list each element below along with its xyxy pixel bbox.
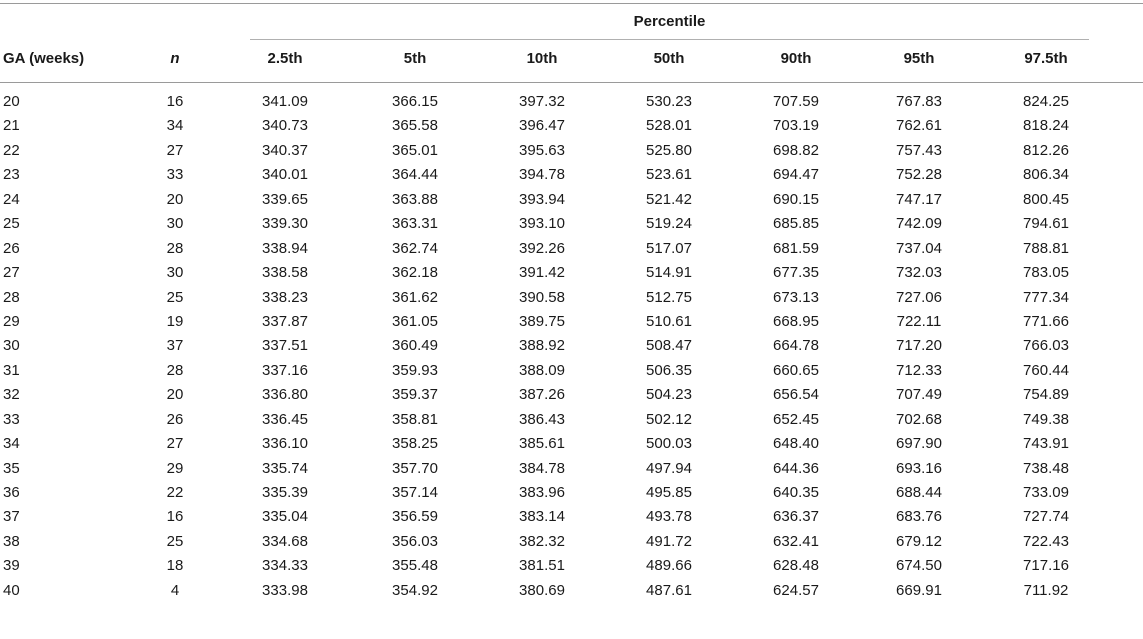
cell-p95: 679.12	[896, 532, 942, 550]
table-row	[0, 432, 1143, 456]
cell-ga: 40	[3, 581, 20, 599]
cell-p2-5: 337.87	[262, 312, 308, 330]
cell-p10: 385.61	[519, 435, 565, 453]
cell-p97-5: 800.45	[1023, 190, 1069, 208]
cell-p50: 521.42	[646, 190, 692, 208]
cell-n: 27	[166, 141, 184, 159]
cell-p2-5: 336.45	[262, 410, 308, 428]
cell-n: 27	[166, 435, 184, 453]
cell-ga: 35	[3, 459, 20, 477]
cell-p2-5: 339.30	[262, 215, 308, 233]
cell-p97-5: 794.61	[1023, 215, 1069, 233]
cell-p95: 737.04	[896, 239, 942, 257]
cell-p5: 366.15	[392, 93, 438, 110]
cell-p10: 395.63	[519, 141, 565, 159]
cell-p50: 491.72	[646, 532, 692, 550]
cell-ga: 23	[3, 166, 20, 184]
cell-p5: 358.81	[392, 410, 438, 428]
cell-n: 4	[170, 581, 180, 599]
cell-n: 16	[166, 93, 184, 110]
table-row	[0, 530, 1143, 554]
cell-p90: 681.59	[773, 239, 819, 257]
cell-n: 22	[166, 484, 184, 501]
cell-p95: 707.49	[896, 386, 942, 404]
cell-p50: 504.23	[646, 386, 692, 404]
cell-p5: 358.25	[392, 435, 438, 453]
cell-p5: 359.93	[392, 361, 438, 379]
cell-ga: 21	[3, 117, 20, 135]
table-row	[0, 163, 1143, 187]
cell-ga: 27	[3, 264, 20, 282]
cell-p50: 487.61	[646, 581, 692, 599]
cell-ga: 24	[3, 190, 20, 208]
cell-p50: 489.66	[646, 557, 692, 575]
cell-p95: 717.20	[896, 337, 942, 355]
header-p90: 90th	[780, 50, 812, 67]
cell-p5: 357.70	[392, 459, 438, 477]
table-row	[0, 114, 1143, 138]
cell-p50: 497.94	[646, 459, 692, 477]
cell-p5: 360.49	[392, 337, 438, 355]
table-top-rule	[0, 3, 1143, 4]
cell-ga: 36	[3, 484, 20, 501]
cell-p5: 363.88	[392, 190, 438, 208]
cell-p2-5: 334.68	[262, 532, 308, 550]
cell-p5: 354.92	[392, 581, 438, 599]
cell-p50: 500.03	[646, 435, 692, 453]
cell-p5: 365.01	[392, 141, 438, 159]
header-bottom-rule	[0, 82, 1143, 83]
cell-p95: 702.68	[896, 410, 942, 428]
cell-p90: 632.41	[773, 532, 819, 550]
cell-p2-5: 334.33	[262, 557, 308, 575]
cell-n: 20	[166, 190, 184, 208]
cell-p5: 363.31	[392, 215, 438, 233]
cell-p2-5: 340.01	[262, 166, 308, 184]
table-row	[0, 90, 1143, 114]
cell-ga: 28	[3, 288, 20, 306]
cell-p97-5: 717.16	[1023, 557, 1069, 575]
cell-n: 26	[166, 410, 184, 428]
cell-p2-5: 338.23	[262, 288, 308, 306]
cell-p90: 673.13	[773, 288, 819, 306]
cell-n: 25	[166, 532, 184, 550]
table-body	[0, 90, 1143, 603]
cell-p50: 525.80	[646, 141, 692, 159]
cell-n: 37	[166, 337, 184, 355]
cell-p10: 393.94	[519, 190, 565, 208]
cell-p10: 388.09	[519, 361, 565, 379]
cell-p50: 495.85	[646, 484, 692, 501]
cell-p10: 396.47	[519, 117, 565, 135]
cell-n: 30	[166, 264, 184, 282]
cell-p2-5: 339.65	[262, 190, 308, 208]
cell-p50: 523.61	[646, 166, 692, 184]
cell-p2-5: 337.16	[262, 361, 308, 379]
cell-p5: 364.44	[392, 166, 438, 184]
cell-p5: 362.74	[392, 239, 438, 257]
cell-p97-5: 788.81	[1023, 239, 1069, 257]
cell-p90: 703.19	[773, 117, 819, 135]
percentile-spanner-header: Percentile	[633, 13, 706, 30]
header-p50: 50th	[653, 50, 685, 67]
cell-p10: 389.75	[519, 312, 565, 330]
cell-p97-5: 749.38	[1023, 410, 1069, 428]
cell-p10: 392.26	[519, 239, 565, 257]
cell-ga: 22	[3, 141, 20, 159]
cell-p10: 386.43	[519, 410, 565, 428]
table-row	[0, 334, 1143, 358]
cell-p50: 508.47	[646, 337, 692, 355]
cell-p97-5: 727.74	[1023, 508, 1069, 526]
cell-p90: 685.85	[773, 215, 819, 233]
cell-p2-5: 341.09	[262, 93, 308, 110]
cell-p2-5: 335.39	[262, 484, 308, 501]
cell-p90: 640.35	[773, 484, 819, 501]
cell-ga: 34	[3, 435, 20, 453]
cell-p50: 502.12	[646, 410, 692, 428]
cell-p90: 644.36	[773, 459, 819, 477]
cell-p10: 384.78	[519, 459, 565, 477]
cell-p10: 381.51	[519, 557, 565, 575]
cell-p95: 669.91	[896, 581, 942, 599]
cell-p2-5: 338.58	[262, 264, 308, 282]
table-row	[0, 310, 1143, 334]
cell-p10: 393.10	[519, 215, 565, 233]
cell-p95: 742.09	[896, 215, 942, 233]
table-row	[0, 383, 1143, 407]
cell-p50: 506.35	[646, 361, 692, 379]
cell-p90: 648.40	[773, 435, 819, 453]
cell-p10: 397.32	[519, 93, 565, 110]
table-row	[0, 286, 1143, 310]
cell-p10: 382.32	[519, 532, 565, 550]
table-row	[0, 139, 1143, 163]
cell-p2-5: 340.37	[262, 141, 308, 159]
cell-p95: 752.28	[896, 166, 942, 184]
table-row	[0, 481, 1143, 505]
cell-p90: 624.57	[773, 581, 819, 599]
table-row	[0, 212, 1143, 236]
cell-p5: 361.05	[392, 312, 438, 330]
cell-p90: 694.47	[773, 166, 819, 184]
table-row	[0, 408, 1143, 432]
cell-n: 20	[166, 386, 184, 404]
cell-p95: 693.16	[896, 459, 942, 477]
table-row	[0, 505, 1143, 529]
cell-n: 28	[166, 239, 184, 257]
cell-ga: 25	[3, 215, 20, 233]
cell-n: 18	[166, 557, 184, 575]
cell-p97-5: 738.48	[1023, 459, 1069, 477]
cell-n: 16	[166, 508, 184, 526]
cell-ga: 37	[3, 508, 20, 526]
cell-p2-5: 336.10	[262, 435, 308, 453]
cell-ga: 39	[3, 557, 20, 575]
cell-p2-5: 340.73	[262, 117, 308, 135]
cell-p97-5: 818.24	[1023, 117, 1069, 135]
cell-p95: 747.17	[896, 190, 942, 208]
cell-p5: 362.18	[392, 264, 438, 282]
cell-p50: 519.24	[646, 215, 692, 233]
cell-n: 34	[166, 117, 184, 135]
table-row	[0, 457, 1143, 481]
cell-p10: 383.96	[519, 484, 565, 501]
cell-p50: 530.23	[646, 93, 692, 110]
cell-p2-5: 337.51	[262, 337, 308, 355]
cell-p2-5: 338.94	[262, 239, 308, 257]
table-row	[0, 554, 1143, 578]
cell-p5: 355.48	[392, 557, 438, 575]
cell-p95: 757.43	[896, 141, 942, 159]
cell-p95: 762.61	[896, 117, 942, 135]
cell-p90: 652.45	[773, 410, 819, 428]
cell-p10: 390.58	[519, 288, 565, 306]
cell-ga: 31	[3, 361, 20, 379]
header-p97-5: 97.5th	[1024, 50, 1068, 67]
cell-p97-5: 754.89	[1023, 386, 1069, 404]
cell-ga: 30	[3, 337, 20, 355]
cell-p90: 628.48	[773, 557, 819, 575]
cell-p97-5: 722.43	[1023, 532, 1069, 550]
percentile-spanner-rule	[250, 39, 1089, 40]
cell-p2-5: 335.74	[262, 459, 308, 477]
cell-p97-5: 743.91	[1023, 435, 1069, 453]
cell-p2-5: 333.98	[262, 581, 308, 599]
cell-p97-5: 783.05	[1023, 264, 1069, 282]
cell-p95: 674.50	[896, 557, 942, 575]
cell-p90: 636.37	[773, 508, 819, 526]
cell-p50: 493.78	[646, 508, 692, 526]
cell-p97-5: 771.66	[1023, 312, 1069, 330]
cell-p5: 365.58	[392, 117, 438, 135]
table-row	[0, 359, 1143, 383]
cell-p5: 357.14	[392, 484, 438, 501]
cell-p90: 707.59	[773, 93, 819, 110]
cell-p95: 722.11	[896, 312, 942, 330]
cell-p90: 660.65	[773, 361, 819, 379]
cell-p50: 517.07	[646, 239, 692, 257]
cell-p97-5: 806.34	[1023, 166, 1069, 184]
header-ga-weeks: GA (weeks)	[3, 50, 85, 67]
cell-p97-5: 812.26	[1023, 141, 1069, 159]
header-p95: 95th	[903, 50, 935, 67]
cell-p90: 656.54	[773, 386, 819, 404]
cell-p50: 512.75	[646, 288, 692, 306]
cell-p97-5: 711.92	[1023, 581, 1069, 599]
header-p5: 5th	[403, 50, 427, 67]
cell-p95: 727.06	[896, 288, 942, 306]
cell-ga: 26	[3, 239, 20, 257]
cell-p50: 528.01	[646, 117, 692, 135]
cell-p97-5: 766.03	[1023, 337, 1069, 355]
cell-p10: 383.14	[519, 508, 565, 526]
cell-n: 30	[166, 215, 184, 233]
header-p10: 10th	[526, 50, 558, 67]
cell-p2-5: 336.80	[262, 386, 308, 404]
cell-n: 19	[166, 312, 184, 330]
cell-p90: 698.82	[773, 141, 819, 159]
header-n: n	[170, 50, 180, 67]
cell-p97-5: 760.44	[1023, 361, 1069, 379]
header-p2-5: 2.5th	[267, 50, 303, 67]
cell-p90: 664.78	[773, 337, 819, 355]
cell-p97-5: 777.34	[1023, 288, 1069, 306]
cell-p2-5: 335.04	[262, 508, 308, 526]
cell-n: 25	[166, 288, 184, 306]
cell-p5: 356.03	[392, 532, 438, 550]
cell-p95: 767.83	[896, 93, 942, 110]
cell-ga: 20	[3, 93, 20, 110]
cell-p95: 712.33	[896, 361, 942, 379]
cell-p95: 683.76	[896, 508, 942, 526]
cell-n: 29	[166, 459, 184, 477]
cell-p10: 387.26	[519, 386, 565, 404]
cell-p95: 697.90	[896, 435, 942, 453]
cell-p95: 732.03	[896, 264, 942, 282]
cell-p90: 690.15	[773, 190, 819, 208]
cell-ga: 29	[3, 312, 20, 330]
cell-p97-5: 824.25	[1023, 93, 1069, 110]
cell-p5: 356.59	[392, 508, 438, 526]
cell-ga: 33	[3, 410, 20, 428]
cell-ga: 38	[3, 532, 20, 550]
table-row	[0, 237, 1143, 261]
table-row	[0, 261, 1143, 285]
cell-p95: 688.44	[896, 484, 942, 501]
cell-n: 33	[166, 166, 184, 184]
table-row	[0, 188, 1143, 212]
cell-p90: 677.35	[773, 264, 819, 282]
cell-p97-5: 733.09	[1023, 484, 1069, 501]
table-row	[0, 579, 1143, 603]
cell-p5: 359.37	[392, 386, 438, 404]
cell-p90: 668.95	[773, 312, 819, 330]
cell-p10: 391.42	[519, 264, 565, 282]
cell-p50: 514.91	[646, 264, 692, 282]
cell-p5: 361.62	[392, 288, 438, 306]
cell-p10: 380.69	[519, 581, 565, 599]
cell-p50: 510.61	[646, 312, 692, 330]
cell-p10: 394.78	[519, 166, 565, 184]
cell-n: 28	[166, 361, 184, 379]
cell-p10: 388.92	[519, 337, 565, 355]
cell-ga: 32	[3, 386, 20, 404]
